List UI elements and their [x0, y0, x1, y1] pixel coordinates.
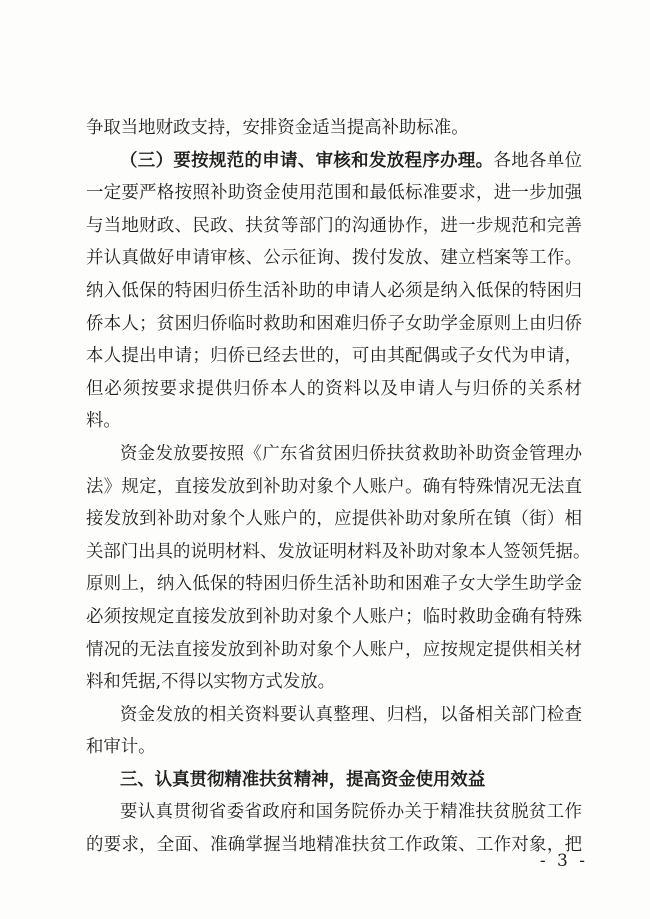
text-line: 必须按规定直接发放到补助对象个人账户；临时救助金确有特殊: [86, 606, 582, 627]
text-line-rest: 各地各单位: [493, 150, 582, 171]
text-line: 侨本人；贫困归侨临时救助和困难归侨子女助学金原则上由归侨: [86, 313, 582, 334]
section-heading: 三、认真贯彻精准扶贫精神，提高资金使用效益: [120, 769, 486, 790]
text-line: 料和凭据,不得以实物方式发放。: [86, 672, 335, 693]
page-number: - 3 -: [539, 851, 588, 871]
document-body: [86, 112, 591, 862]
text-line: 原则上，纳入低保的特困归侨生活补助和困难子女大学生助学金: [86, 574, 582, 595]
text-line: [86, 145, 582, 178]
text-line: 情况的无法直接发放到补助对象个人账户，应按规定提供相关材: [86, 639, 582, 660]
text-line: 要认真贯彻省委省政府和国务院侨办关于精准扶贫脱贫工作: [120, 802, 582, 823]
text-line: 但必须按要求提供归侨本人的资料以及申请人与归侨的关系材: [86, 378, 582, 399]
text-line: 资金发放要按照《广东省贫困归侨扶贫救助补助资金管理办: [120, 443, 582, 464]
text-line: 关部门出具的说明材料、发放证明材料及补助对象本人签领凭据。: [86, 541, 591, 562]
text-line: 资金发放的相关资料要认真整理、归档，以备相关部门检查: [120, 704, 582, 725]
text-line: 一定要严格按照补助资金使用范围和最低标准要求，进一步加强: [86, 183, 582, 204]
text-line: 和审计。: [86, 737, 156, 758]
text-line: 的要求，全面、准确掌握当地精准扶贫工作政策、工作对象，把: [86, 835, 582, 856]
text-line: 与当地财政、民政、扶贫等部门的沟通协作，进一步规范和完善: [86, 215, 582, 236]
text-line: 并认真做好申请审核、公示征询、拨付发放、建立档案等工作。: [86, 248, 582, 269]
subsection-heading: （三）要按规范的申请、审核和发放程序办理。: [120, 150, 494, 171]
text-line: 本人提出申请；归侨已经去世的，可由其配偶或子女代为申请，: [86, 346, 582, 367]
text-line: 接发放到补助对象个人账户的，应提供补助对象所在镇（街）相: [86, 509, 582, 530]
text-line: 法》规定，直接发放到补助对象个人账户。确有特殊情况无法直: [86, 476, 582, 497]
text-line: 争取当地财政支持，安排资金适当提高补助标准。: [86, 118, 469, 138]
text-line: 料。: [86, 411, 121, 432]
text-line: 纳入低保的特困归侨生活补助的申请人必须是纳入低保的特困归: [86, 280, 582, 301]
